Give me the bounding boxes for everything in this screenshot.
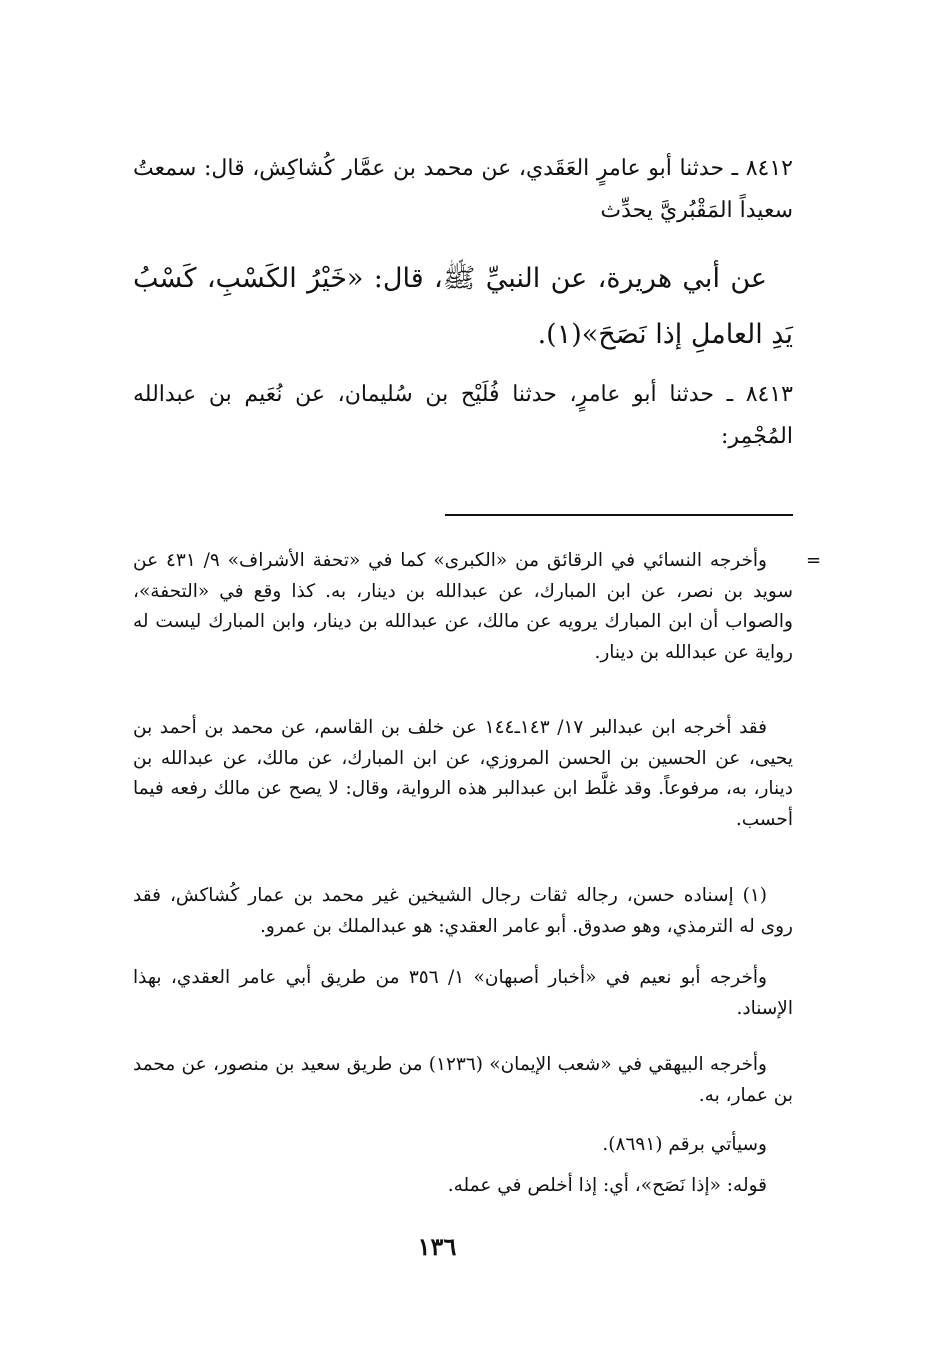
hadith-8413-isnad: ٨٤١٣ ـ حدثنا أبو عامرٍ، حدثنا فُلَيْح بن سُليمان، عن نُعَيم بن عبدالله المُجْمِر: xyxy=(133,382,793,449)
footnote-1: (١) إسناده حسن، رجاله ثقات رجال الشيخين غير محمد بن عمار كُشاكش، فقد روى له الترمذي، وهو صدوق. أبو عامر العقدي: هو عبدالملك بن عمرو. xyxy=(133,885,793,937)
footnote-paragraph: وأخرجه النسائي في الرقائق من «الكبرى» كما في «تحفة الأشراف» ٩/ ٤٣١ عن سويد بن نصر، عن ابن المبارك، عن عبدالله بن دينار، به. كذا وقع في «التحفة»، والصواب أن ابن المبارك يرويه عن مالك، عن عبدالله بن دينار، وابن المبارك ليست له رواية عن عبدالله بن دينار. xyxy=(133,550,793,663)
footnote-paragraph: وأخرجه أبو نعيم في «أخبار أصبهان» ١/ ٣٥٦ من طريق أبي عامر العقدي، بهذا الإسناد. xyxy=(133,967,793,1019)
footnote-paragraph: وأخرجه البيهقي في «شعب الإيمان» (١٢٣٦) من طريق سعيد بن منصور، عن محمد بن عمار، به. xyxy=(133,1054,793,1106)
footnote-paragraph: وسيأتي برقم (٨٦٩١). xyxy=(602,1134,767,1155)
footnote-paragraph: فقد أخرجه ابن عبدالبر ١٧/ ١٤٣ـ١٤٤ عن خلف بن القاسم، عن محمد بن أحمد بن يحيى، عن الحسين بن الحسن المروزي، عن ابن المبارك، عن مالك، عن عبدالله بن دينار، به، مرفوعاً. وقد غلَّط ابن عبدالبر هذه الرواية، وقال: لا يصح عن مالك رفعه فيما أحسب. xyxy=(133,717,793,830)
page-number: ١٣٦ xyxy=(417,1232,457,1261)
footnote-separator xyxy=(445,514,793,516)
footnote-paragraph: قوله: «إذا نَصَح»، أي: إذا أخلص في عمله. xyxy=(447,1175,767,1196)
footnote-continuation-mark: = xyxy=(806,550,822,571)
hadith-8412-isnad: ٨٤١٢ ـ حدثنا أبو عامرٍ العَقَدي، عن محمد بن عمَّار كُشاكِش، قال: سمعتُ سعيداً المَقْبُريَّ يحدِّث xyxy=(133,156,793,223)
hadith-8412-matn: عن أبي هريرة، عن النبيِّ ﷺ، قال: «خَيْرُ الكَسْبِ، كَسْبُ يَدِ العاملِ إذا نَصَحَ»(١). xyxy=(133,263,793,350)
